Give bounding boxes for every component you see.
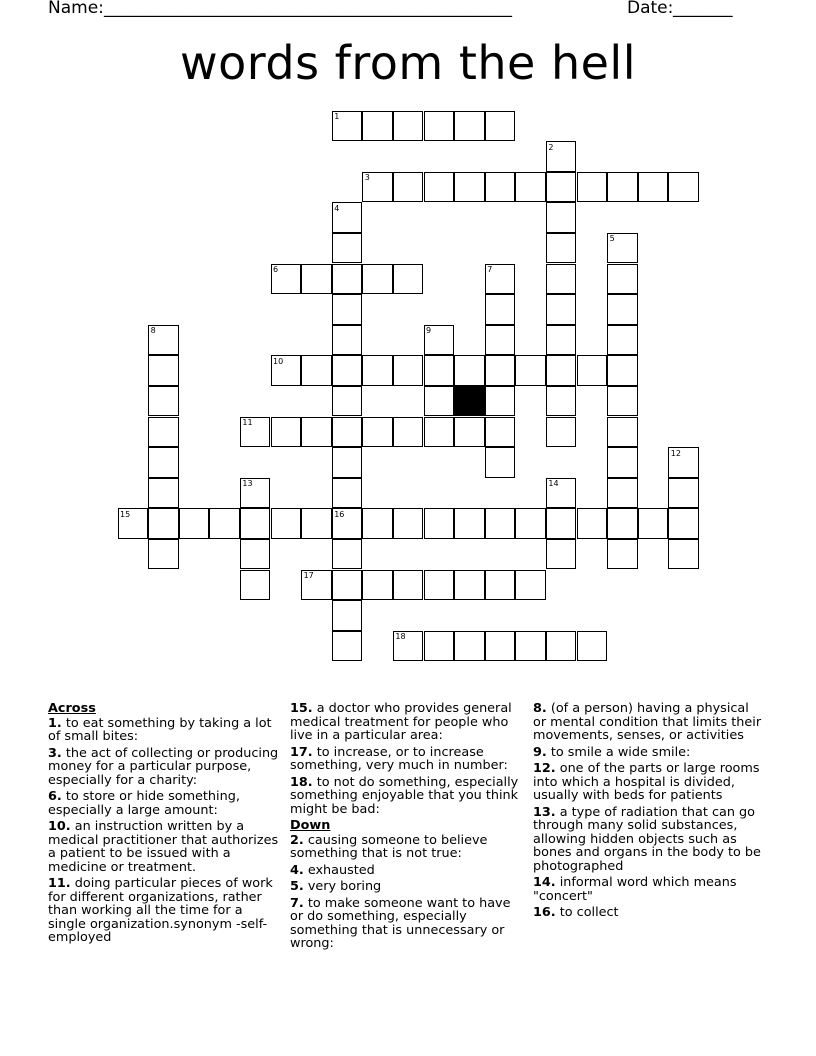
clue-text: (of a person) having a physical or mental condition that limits their movements, senses, or activities [533,701,762,743]
grid-cell[interactable] [668,508,699,539]
clue-number: 10 [273,356,284,366]
grid-cell[interactable] [546,355,577,386]
grid-cell[interactable] [607,386,638,417]
across-heading: Across [48,701,96,716]
grid-cell[interactable] [607,417,638,448]
grid-cell[interactable] [393,111,424,142]
grid-cell[interactable] [546,631,577,662]
grid-cell[interactable] [546,202,577,233]
grid-cell[interactable] [332,570,363,601]
down-clue [290,834,522,861]
grid-cell[interactable] [424,631,455,662]
grid-cell[interactable] [424,172,455,203]
grid-cell[interactable] [179,508,210,539]
clue-number: 18 [395,632,406,642]
grid-cell[interactable] [393,355,424,386]
grid-cell[interactable] [240,570,271,601]
clue-text: to make someone want to have or do something, especially something that is unnecessary or wrong: [290,895,511,951]
clue-number: 8 [150,326,156,336]
name-field[interactable]: ________________________________________________ [104,0,512,18]
grid-cell[interactable] [362,508,393,539]
grid-cell[interactable] [332,386,363,417]
clue-text: to increase, or to increase something, very much in number: [290,744,508,773]
clue-number: 7 [487,265,493,274]
grid-cell[interactable] [485,447,516,478]
grid-cell[interactable] [546,417,577,448]
across-clue [48,717,280,744]
grid-cell[interactable] [332,325,363,356]
clue-number: 14 [548,479,559,489]
grid-cell[interactable] [362,111,393,142]
grid-cell[interactable] [515,172,546,203]
grid-cell[interactable] [332,478,363,509]
down-clue [533,876,765,903]
grid-cell[interactable] [454,355,485,386]
clue-text: causing someone to believe something that is not true: [290,832,488,861]
clue-number: 12 [670,448,681,458]
down-clue [290,897,522,951]
clue-number: 4 [334,203,340,213]
grid-cell[interactable] [240,508,271,539]
clue-number: 17. [290,744,313,760]
grid-cell[interactable] [607,508,638,539]
grid-cell[interactable] [607,478,638,509]
grid-cell[interactable] [332,539,363,570]
clue-number: 5. [290,879,304,894]
clue-number: 7. [290,895,304,911]
grid-cell[interactable] [607,539,638,570]
grid-cell[interactable] [332,447,363,478]
down-clue [533,906,765,920]
clue-text: informal word which means "concert" [533,875,737,904]
down-clue [533,702,765,743]
grid-cell[interactable] [515,508,546,539]
across-clue [48,790,280,817]
grid-cell[interactable] [485,294,516,325]
grid-cell[interactable] [301,417,332,448]
grid-cell[interactable] [577,631,608,662]
clue-text: very boring [303,879,382,894]
clue-text: exhausted [303,862,375,878]
grid-cell[interactable] [148,508,179,539]
clue-number: 11 [242,418,253,427]
grid-cell[interactable] [515,355,546,386]
grid-cell[interactable] [424,386,455,417]
grid-cell[interactable] [668,478,699,509]
clue-number: 5 [609,234,615,244]
grid-cell[interactable] [607,294,638,325]
clue-number: 14. [533,875,556,890]
grid-cell[interactable] [271,417,302,448]
grid-cell[interactable] [393,172,424,203]
grid-cell[interactable] [546,233,577,264]
grid-cell[interactable] [546,539,577,570]
grid-cell[interactable] [454,111,485,142]
grid-cell[interactable] [362,570,393,601]
grid-cell[interactable] [148,447,179,478]
grid-cell[interactable] [546,172,577,203]
clue-number: 6. [48,789,62,804]
grid-cell[interactable] [485,417,516,448]
clue-number: 4. [290,862,304,878]
clue-number: 8. [533,701,547,716]
date-label: Date: [627,0,674,18]
grid-cell[interactable] [240,539,271,570]
grid-cell[interactable] [607,172,638,203]
clue-number: 15 [120,509,131,519]
clue-number: 1 [334,112,340,121]
grid-cell[interactable] [454,417,485,448]
clue-text: to store or hide something, especially a large amount: [48,789,240,818]
clue-number: 9. [533,744,547,760]
grid-cell[interactable] [362,264,393,295]
across-clue [48,877,280,945]
grid-cell[interactable] [362,417,393,448]
clue-text: to collect [555,905,619,920]
puzzle-title: words from the hell [180,36,636,90]
grid-cell[interactable] [454,508,485,539]
clue-text: one of the parts or large rooms into which a hospital is divided, usually with beds for patients [533,761,760,803]
down-clue [290,880,522,894]
grid-cell[interactable] [546,386,577,417]
clue-number: 1. [48,715,62,731]
down-heading: Down [290,818,331,833]
grid-cell[interactable] [607,325,638,356]
clue-text: to eat something by taking a lot of small bites: [48,715,272,744]
grid-cell[interactable] [546,325,577,356]
across-clue [290,746,522,773]
clues-column-3 [533,702,765,923]
clue-text: a type of radiation that can go through many solid substances, allowing hidden objects such as bones and organs in the body to be photographed [533,804,761,874]
clue-number: 16. [533,905,556,920]
clue-text: an instruction written by a medical practitioner that authorizes a patient to be issued with a medicine or treatment. [48,819,279,875]
grid-cell[interactable] [607,264,638,295]
grid-cell[interactable] [485,325,516,356]
clue-text: to smile a wide smile: [546,744,691,760]
grid-cell[interactable] [271,508,302,539]
grid-cell[interactable] [424,417,455,448]
grid-cell[interactable] [577,355,608,386]
grid-cell[interactable] [393,264,424,295]
clue-number: 17 [303,571,314,580]
clue-number: 12. [533,761,556,776]
grid-cell[interactable] [515,631,546,662]
clue-number: 3. [48,745,62,761]
grid-cell[interactable] [148,355,179,386]
grid-cell[interactable] [668,172,699,203]
grid-cell[interactable] [424,111,455,142]
grid-cell[interactable] [332,294,363,325]
grid-cell[interactable] [424,355,455,386]
down-clue [533,762,765,803]
clue-text: to not do something, especially something enjoyable that you think might be bad: [290,774,519,817]
grid-cell[interactable] [546,294,577,325]
grid-cell[interactable] [454,631,485,662]
grid-cell[interactable] [607,447,638,478]
down-clue [290,864,522,878]
grid-cell[interactable] [362,355,393,386]
grid-cell[interactable] [148,386,179,417]
grid-cell[interactable] [393,508,424,539]
grid-cell[interactable] [485,386,516,417]
grid-cell[interactable] [485,631,516,662]
grid-cell[interactable] [301,355,332,386]
across-clue [290,702,522,743]
clue-text: a doctor who provides general medical treatment for people who live in a particular area: [290,701,512,743]
grid-cell[interactable] [546,508,577,539]
clue-number: 15. [290,701,313,716]
grid-cell[interactable] [148,539,179,570]
grid-cell[interactable] [301,264,332,295]
down-clue [533,746,765,760]
grid-cell[interactable] [454,172,485,203]
grid-cell[interactable] [485,508,516,539]
grid-cell[interactable] [638,172,669,203]
clues-column-2 [290,702,522,954]
clue-number: 3 [364,173,370,183]
clue-text: doing particular pieces of work for different organizations, rather than working all the time for a single organization.synonym -self-employed [48,876,273,945]
across-clue [48,747,280,788]
name-label: Name: [48,0,104,18]
clue-number: 11. [48,876,71,891]
grid-cell[interactable] [424,570,455,601]
grid-cell[interactable] [485,111,516,142]
date-field[interactable]: _______ [673,0,733,18]
clue-number: 2 [548,142,554,152]
clue-text: the act of collecting or producing money for a particular purpose, especially for a charity: [48,745,279,788]
grid-cell[interactable] [577,508,608,539]
clue-number: 13 [242,479,253,489]
clue-number: 2. [290,832,304,848]
grid-cell[interactable] [301,508,332,539]
clue-number: 18. [290,774,313,790]
grid-cell[interactable] [668,539,699,570]
shaded-cell [454,386,485,417]
clue-number: 16 [334,509,345,519]
clues-column-1 [48,702,280,948]
grid-cell[interactable] [485,355,516,386]
grid-cell[interactable] [332,631,363,662]
grid-cell[interactable] [332,600,363,631]
down-clue [533,806,765,874]
clue-number: 6 [273,265,279,274]
across-clue [48,820,280,874]
clue-number: 10. [48,819,71,834]
clue-number: 9 [426,326,432,336]
grid-cell[interactable] [515,570,546,601]
grid-cell[interactable] [607,355,638,386]
grid-cell[interactable] [148,417,179,448]
grid-cell[interactable] [148,478,179,509]
grid-cell[interactable] [332,417,363,448]
grid-cell[interactable] [393,570,424,601]
grid-cell[interactable] [577,172,608,203]
across-clue [290,776,522,817]
grid-cell[interactable] [332,233,363,264]
grid-cell[interactable] [424,508,455,539]
grid-cell[interactable] [454,570,485,601]
grid-cell[interactable] [209,508,240,539]
grid-cell[interactable] [332,264,363,295]
grid-cell[interactable] [485,570,516,601]
grid-cell[interactable] [332,355,363,386]
grid-cell[interactable] [638,508,669,539]
grid-cell[interactable] [393,417,424,448]
grid-cell[interactable] [546,264,577,295]
clue-number: 13. [533,804,556,820]
grid-cell[interactable] [485,172,516,203]
